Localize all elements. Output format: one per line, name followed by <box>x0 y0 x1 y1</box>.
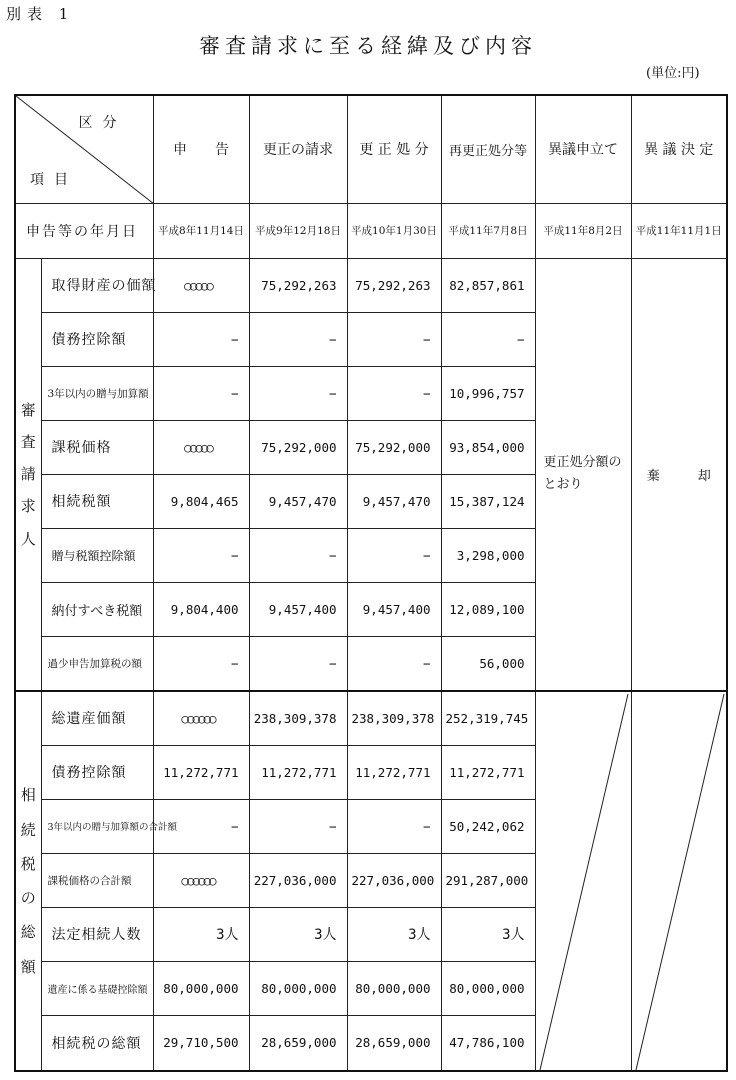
value-cell: 238,309,378 <box>249 691 347 745</box>
value-cell: 3人 <box>153 907 249 961</box>
row-label: 相続税の総額 <box>41 1015 153 1071</box>
value-cell: ○○○○○ <box>153 258 249 312</box>
column-header-decision: 異 議 決 定 <box>631 95 727 203</box>
objection-text-cell: 更正処分額のとおり <box>535 258 631 691</box>
vertical-label-text: 相 続 税 の 総 額 <box>20 786 36 976</box>
value-cell: ○○○○○○ <box>153 691 249 745</box>
value-cell: − <box>249 312 347 366</box>
column-header-correction: 更 正 処 分 <box>347 95 441 203</box>
value-cell: 11,272,771 <box>347 745 441 799</box>
value-cell: 28,659,000 <box>347 1015 441 1071</box>
value-cell: 47,786,100 <box>441 1015 535 1071</box>
value-cell: 9,804,465 <box>153 474 249 528</box>
date-cell: 平成11年8月2日 <box>535 203 631 258</box>
value-cell: 9,457,470 <box>249 474 347 528</box>
value-cell: ○○○○○○ <box>153 853 249 907</box>
value-cell: 28,659,000 <box>249 1015 347 1071</box>
value-cell: 80,000,000 <box>347 961 441 1015</box>
slash-line <box>536 692 632 1072</box>
column-header-correction-request: 更正の請求 <box>249 95 347 203</box>
value-cell: 10,996,757 <box>441 366 535 420</box>
value-cell: 75,292,263 <box>347 258 441 312</box>
value-cell: − <box>347 312 441 366</box>
document-label: 別表 1 <box>6 5 75 23</box>
value-cell: 11,272,771 <box>441 745 535 799</box>
date-cell: 平成11年7月8日 <box>441 203 535 258</box>
value-cell: 80,000,000 <box>153 961 249 1015</box>
value-cell: 75,292,263 <box>249 258 347 312</box>
value-cell: 9,457,400 <box>249 582 347 636</box>
date-cell: 平成8年11月14日 <box>153 203 249 258</box>
date-cell: 平成9年12月18日 <box>249 203 347 258</box>
value-cell: 291,287,000 <box>441 853 535 907</box>
row-label: 債務控除額 <box>41 745 153 799</box>
row-label: 債務控除額 <box>41 312 153 366</box>
column-header-objection: 異議申立て <box>535 95 631 203</box>
value-cell: − <box>441 312 535 366</box>
vertical-label-text: 審 査 請 求 人 <box>20 400 36 548</box>
proceedings-table <box>14 94 728 1072</box>
row-label: 納付すべき税額 <box>41 582 153 636</box>
group-label-requester <box>15 258 41 691</box>
table-row <box>15 258 727 312</box>
value-cell: − <box>347 799 441 853</box>
value-cell: − <box>153 799 249 853</box>
row-label: 課税価格 <box>41 420 153 474</box>
value-cell: 56,000 <box>441 636 535 691</box>
value-cell: − <box>347 528 441 582</box>
column-header-return: 申 告 <box>153 95 249 203</box>
value-cell: 252,319,745 <box>441 691 535 745</box>
value-cell: − <box>347 636 441 691</box>
header-category-label: 区分 <box>78 115 127 131</box>
group-label-total-tax <box>15 691 41 1071</box>
value-cell: − <box>347 366 441 420</box>
value-cell: 3人 <box>441 907 535 961</box>
header-corner-cell <box>15 95 153 203</box>
value-cell: 3,298,000 <box>441 528 535 582</box>
value-cell: 9,804,400 <box>153 582 249 636</box>
value-cell: − <box>249 366 347 420</box>
value-cell: 238,309,378 <box>347 691 441 745</box>
value-cell: 227,036,000 <box>249 853 347 907</box>
value-cell: − <box>249 528 347 582</box>
value-cell: 11,272,771 <box>153 745 249 799</box>
value-cell: 93,854,000 <box>441 420 535 474</box>
not-applicable-slash-cell <box>535 691 631 1071</box>
date-cell: 平成10年1月30日 <box>347 203 441 258</box>
value-cell: 29,710,500 <box>153 1015 249 1071</box>
value-cell: − <box>249 799 347 853</box>
row-label: 相続税額 <box>41 474 153 528</box>
document-title: 審査請求に至る経緯及び内容 <box>199 34 537 58</box>
value-cell: − <box>153 366 249 420</box>
value-cell: − <box>153 528 249 582</box>
value-cell: − <box>153 312 249 366</box>
value-cell: 50,242,062 <box>441 799 535 853</box>
value-cell: 80,000,000 <box>441 961 535 1015</box>
row-label: 総遺産価額 <box>41 691 153 745</box>
value-cell: 75,292,000 <box>249 420 347 474</box>
not-applicable-slash-cell <box>631 691 727 1071</box>
row-label: 3年以内の贈与加算額の合計額 <box>41 799 153 853</box>
value-cell: 9,457,400 <box>347 582 441 636</box>
value-cell: 3人 <box>347 907 441 961</box>
decision-text-cell: 棄 却 <box>631 258 727 691</box>
table-row <box>15 691 727 745</box>
slash-line <box>632 692 728 1072</box>
header-row <box>15 95 727 203</box>
value-cell: 80,000,000 <box>249 961 347 1015</box>
column-header-recorrection: 再更正処分等 <box>441 95 535 203</box>
date-row <box>15 203 727 258</box>
row-label: 過少申告加算税の額 <box>41 636 153 691</box>
row-label: 法定相続人数 <box>41 907 153 961</box>
row-label: 3年以内の贈与加算額 <box>41 366 153 420</box>
value-cell: 3人 <box>249 907 347 961</box>
value-cell: 15,387,124 <box>441 474 535 528</box>
date-row-label: 申告等の年月日 <box>15 203 153 258</box>
row-label: 課税価格の合計額 <box>41 853 153 907</box>
value-cell: ○○○○○ <box>153 420 249 474</box>
value-cell: 11,272,771 <box>249 745 347 799</box>
row-label: 遺産に係る基礎控除額 <box>41 961 153 1015</box>
value-cell: − <box>249 636 347 691</box>
value-cell: 227,036,000 <box>347 853 441 907</box>
value-cell: 75,292,000 <box>347 420 441 474</box>
header-item-label: 項目 <box>30 171 78 188</box>
unit-note: (単位:円) <box>646 66 700 81</box>
value-cell: 12,089,100 <box>441 582 535 636</box>
value-cell: 9,457,470 <box>347 474 441 528</box>
date-cell: 平成11年11月1日 <box>631 203 727 258</box>
value-cell: − <box>153 636 249 691</box>
row-label: 取得財産の価額 <box>41 258 153 312</box>
value-cell: 82,857,861 <box>441 258 535 312</box>
row-label: 贈与税額控除額 <box>41 528 153 582</box>
